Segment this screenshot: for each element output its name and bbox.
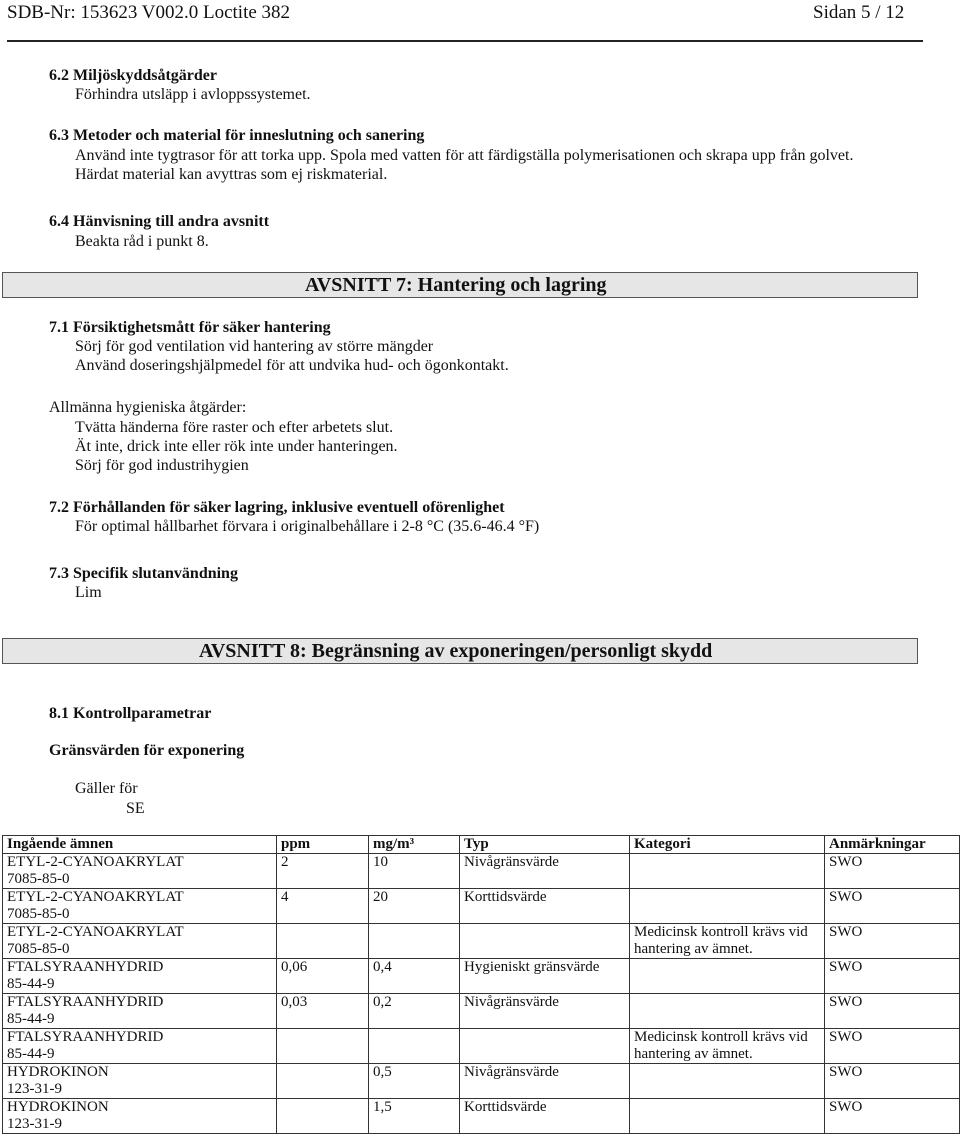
cell-mgm3: 20 — [369, 889, 460, 924]
cas-number: 7085-85-0 — [7, 906, 70, 922]
table-row — [3, 1099, 960, 1134]
table-row — [3, 889, 960, 924]
col-header-category: Kategori — [630, 836, 825, 854]
cell-type: Nivågränsvärde — [460, 1064, 630, 1099]
cell-substance — [3, 924, 277, 959]
exposure-limits-title: Gränsvärden för exponering — [49, 742, 245, 759]
header-divider — [7, 40, 923, 42]
cell-category — [630, 959, 825, 994]
table-header-row — [3, 836, 960, 854]
cell-substance — [3, 889, 277, 924]
cell-type — [460, 924, 630, 959]
section-6-3-line-2: Härdat material kan avyttras som ej riskmaterial. — [75, 166, 388, 183]
section-7-3-text: Lim — [75, 584, 102, 601]
cell-mgm3: 0,2 — [369, 994, 460, 1029]
section-7-1-line-1: Sörj för god ventilation vid hantering av större mängder — [75, 338, 434, 355]
section-6-3-line-1: Använd inte tygtrasor för att torka upp. Spola med vatten för att färdigställa polymerisationen och skrapa upp från golvet. — [75, 147, 854, 164]
table-row — [3, 1029, 960, 1064]
cell-type — [460, 1029, 630, 1064]
cell-mgm3: 1,5 — [369, 1099, 460, 1134]
substance-name: ETYL-2-CYANOAKRYLAT — [7, 854, 184, 870]
table-row — [3, 994, 960, 1029]
cell-mgm3 — [369, 1029, 460, 1064]
cell-category — [630, 994, 825, 1029]
section-6-3-title: 6.3 Metoder och material för inneslutning och sanering — [49, 127, 425, 144]
col-header-ppm: ppm — [277, 836, 369, 854]
cell-mgm3: 0,5 — [369, 1064, 460, 1099]
cell-category — [630, 854, 825, 889]
cell-ppm: 0,06 — [277, 959, 369, 994]
cas-number: 123-31-9 — [7, 1116, 62, 1132]
page-number: Sidan 5 / 12 — [813, 2, 905, 23]
section-8-1-title: 8.1 Kontrollparametrar — [49, 705, 212, 722]
substance-name: FTALSYRAANHYDRID — [7, 1029, 164, 1045]
substance-name: FTALSYRAANHYDRID — [7, 959, 164, 975]
col-header-type: Typ — [460, 836, 630, 854]
substance-name: ETYL-2-CYANOAKRYLAT — [7, 924, 184, 940]
cell-category: Medicinsk kontroll krävs vid hantering av ämnet. — [630, 924, 825, 959]
cell-type: Korttidsvärde — [460, 1099, 630, 1134]
section-7-2-text: För optimal hållbarhet förvara i originalbehållare i 2-8 °C (35.6-46.4 °F) — [75, 518, 540, 535]
exposure-limits-table — [2, 835, 960, 1134]
cell-category — [630, 1064, 825, 1099]
cell-ppm — [277, 1029, 369, 1064]
cell-ppm: 0,03 — [277, 994, 369, 1029]
cas-number: 85-44-9 — [7, 1046, 55, 1062]
col-header-substance: Ingående ämnen — [3, 836, 277, 854]
hygiene-title: Allmänna hygieniska åtgärder: — [49, 399, 247, 416]
cell-category — [630, 889, 825, 924]
cell-substance — [3, 1099, 277, 1134]
cell-ppm — [277, 924, 369, 959]
table-row — [3, 1064, 960, 1099]
section-7-2-title: 7.2 Förhållanden för säker lagring, inklusive eventuell oförenlighet — [49, 499, 505, 516]
cell-remarks: SWO — [825, 924, 960, 959]
cell-type: Nivågränsvärde — [460, 994, 630, 1029]
section-6-4-title: 6.4 Hänvisning till andra avsnitt — [49, 213, 270, 230]
page-header — [0, 0, 960, 30]
cell-type: Hygieniskt gränsvärde — [460, 959, 630, 994]
cell-mgm3: 10 — [369, 854, 460, 889]
cell-remarks: SWO — [825, 959, 960, 994]
cas-number: 85-44-9 — [7, 976, 55, 992]
cell-remarks: SWO — [825, 1064, 960, 1099]
cell-ppm — [277, 1099, 369, 1134]
cell-type: Korttidsvärde — [460, 889, 630, 924]
substance-name: FTALSYRAANHYDRID — [7, 994, 164, 1010]
cas-number: 123-31-9 — [7, 1081, 62, 1097]
hygiene-line-1: Tvätta händerna före raster och efter arbetets slut. — [75, 419, 394, 436]
table-row — [3, 959, 960, 994]
section-7-heading: AVSNITT 7: Hantering och lagring — [305, 274, 607, 296]
cell-mgm3 — [369, 924, 460, 959]
cell-mgm3: 0,4 — [369, 959, 460, 994]
cell-category: Medicinsk kontroll krävs vid hantering av ämnet. — [630, 1029, 825, 1064]
substance-name: HYDROKINON — [7, 1099, 109, 1115]
substance-name: ETYL-2-CYANOAKRYLAT — [7, 889, 184, 905]
cell-ppm: 4 — [277, 889, 369, 924]
section-6-4-text: Beakta råd i punkt 8. — [75, 233, 209, 250]
applies-label: Gäller för — [75, 780, 138, 797]
section-8-banner — [2, 638, 918, 664]
cell-substance — [3, 994, 277, 1029]
section-6-2-title: 6.2 Miljöskyddsåtgärder — [49, 67, 217, 84]
hygiene-line-2: Ät inte, drick inte eller rök inte under hanteringen. — [75, 438, 398, 455]
cell-remarks: SWO — [825, 994, 960, 1029]
cell-remarks: SWO — [825, 1099, 960, 1134]
cell-substance — [3, 1064, 277, 1099]
cell-ppm — [277, 1064, 369, 1099]
substance-name: HYDROKINON — [7, 1064, 109, 1080]
cas-number: 7085-85-0 — [7, 941, 70, 957]
table-row — [3, 924, 960, 959]
section-7-3-title: 7.3 Specifik slutanvändning — [49, 565, 238, 582]
cas-number: 7085-85-0 — [7, 871, 70, 887]
cas-number: 85-44-9 — [7, 1011, 55, 1027]
section-7-1-title: 7.1 Försiktighetsmått för säker hantering — [49, 319, 331, 336]
cell-remarks: SWO — [825, 889, 960, 924]
section-7-banner — [2, 272, 918, 298]
section-6-2-text: Förhindra utsläpp i avloppssystemet. — [75, 86, 311, 103]
col-header-remarks: Anmärkningar — [825, 836, 960, 854]
cell-substance — [3, 854, 277, 889]
cell-remarks: SWO — [825, 854, 960, 889]
cell-substance — [3, 959, 277, 994]
cell-type: Nivågränsvärde — [460, 854, 630, 889]
cell-remarks: SWO — [825, 1029, 960, 1064]
applies-value: SE — [126, 800, 145, 817]
table-row — [3, 854, 960, 889]
document-id: SDB-Nr: 153623 V002.0 Loctite 382 — [7, 2, 291, 23]
section-7-1-line-2: Använd doseringshjälpmedel för att undvika hud- och ögonkontakt. — [75, 357, 509, 374]
section-8-heading: AVSNITT 8: Begränsning av exponeringen/personligt skydd — [199, 640, 713, 662]
cell-substance — [3, 1029, 277, 1064]
col-header-mgm3: mg/m³ — [369, 836, 460, 854]
cell-category — [630, 1099, 825, 1134]
hygiene-line-3: Sörj för god industrihygien — [75, 457, 249, 474]
cell-ppm: 2 — [277, 854, 369, 889]
